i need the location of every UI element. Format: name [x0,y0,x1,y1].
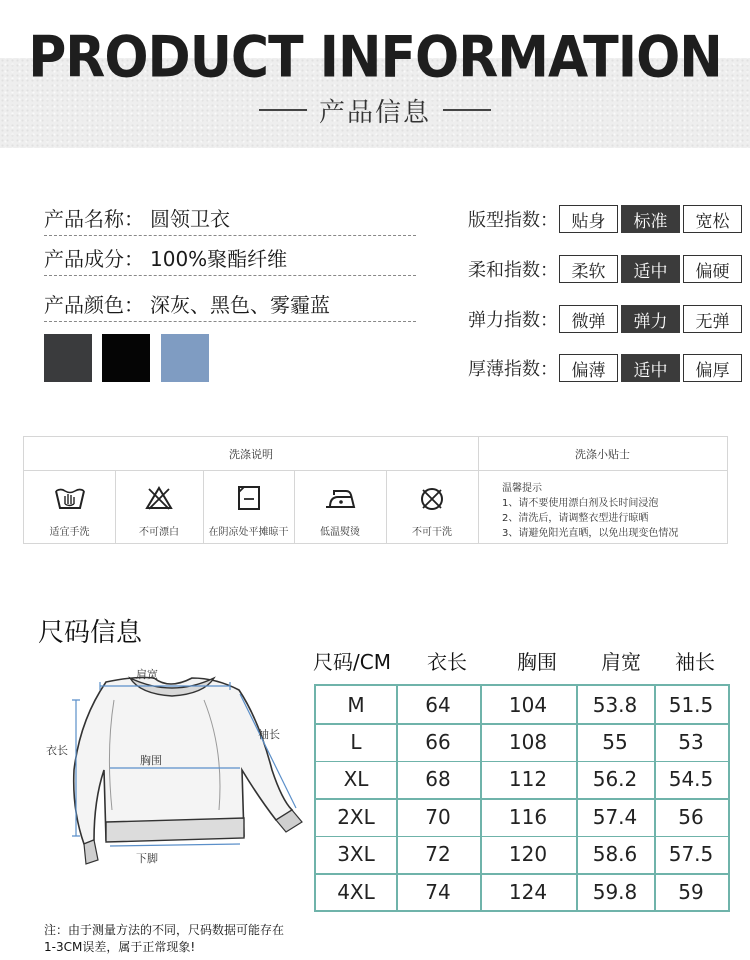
size-table-size-cell: M [347,692,365,717]
wash-item-no-dry-clean [386,471,478,543]
size-table-value-cell: 54.5 [668,767,714,792]
product-name-row [44,200,416,236]
size-table-value-cell: 104 [508,692,548,717]
header [0,0,750,150]
size-table-value-cell: 112 [508,767,548,792]
fit-option-standard: 标准 [621,205,680,233]
wash-item-no-bleach [115,471,203,543]
size-table-value-cell: 57.4 [592,804,638,829]
size-table-value-cell: 51.5 [668,692,714,717]
size-header-shoulder: 肩宽 [601,649,641,674]
size-header-chest: 胸围 [517,649,557,674]
size-table-value-cell: 53.8 [592,692,638,717]
wash-item-low-iron [294,471,386,543]
elasticity-option-stretch: 弹力 [621,305,680,333]
size-table-value-cell: 53 [678,730,704,755]
product-material-row [44,240,416,276]
no-dry-clean-icon [418,485,446,513]
hand-wash-label: 适宜手洗 [49,527,90,538]
product-material-value: 100%聚酯纤维 [150,247,288,271]
size-table-value-cell: 59 [678,879,704,904]
dry-flat-shade-icon [236,485,262,511]
hem-label: 下脚 [136,852,158,865]
size-table-value-cell: 108 [508,730,548,755]
size-table-value-cell: 70 [425,804,451,829]
sweater-body-shape [74,678,292,845]
elasticity-index-row [468,304,742,334]
size-section-title: 尺码信息 [38,618,143,648]
tip-item: 1、请不要使用漂白剂及长时间浸泡 [502,498,659,509]
size-header-length: 衣长 [427,649,467,674]
color-swatch-black[interactable] [102,334,150,382]
size-table-size-cell: 4XL [337,879,375,904]
product-color-row [44,286,416,322]
size-table-value-cell: 120 [508,842,548,867]
page-title: PRODUCT INFORMATION [28,25,722,91]
washing-tips [502,481,678,541]
softness-option-hard: 偏硬 [683,255,742,283]
fit-option-slim: 贴身 [559,205,618,233]
size-header-sleeve: 袖长 [675,649,715,674]
no-bleach-label: 不可漂白 [139,527,179,538]
size-table-column-divider [576,686,578,910]
elasticity-option-slight: 微弹 [559,305,618,333]
size-header-size: 尺码/CM [313,649,391,674]
low-iron-label: 低温熨烫 [320,527,360,538]
size-table-value-cell: 68 [425,767,451,792]
tip-item: 2、清洗后，请调整衣型进行晾晒 [502,513,649,524]
fit-index-row [468,204,742,234]
subtitle-divider-right [443,109,491,111]
thickness-index-label: 厚薄指数： [468,359,558,380]
size-table-size-cell: 2XL [337,804,375,829]
hand-wash-icon [53,485,87,511]
size-table-value-cell: 64 [425,692,451,717]
size-table-value-cell: 56.2 [592,767,638,792]
color-swatch-dark-gray[interactable] [44,334,92,382]
sleeve-label: 袖长 [258,728,280,741]
softness-option-medium: 适中 [621,255,680,283]
size-table-value-cell: 57.5 [668,842,714,867]
size-table-value-cell: 124 [508,879,548,904]
size-table-value-cell: 66 [425,730,451,755]
sweater-left-cuff [84,840,98,864]
no-dry-clean-label: 不可干洗 [412,527,452,538]
sweater-hem-rib [106,818,244,842]
product-name-value: 圆领卫衣 [150,207,230,231]
size-table-size-cell: XL [343,767,369,792]
size-table-value-cell: 58.6 [592,842,638,867]
elasticity-option-none: 无弹 [683,305,742,333]
no-bleach-icon [144,485,174,511]
fit-option-loose: 宽松 [683,205,742,233]
size-table-size-cell: L [350,730,362,755]
product-material-label: 产品成分： [44,247,144,271]
size-table-value-cell: 56 [678,804,704,829]
thickness-option-medium: 适中 [621,354,680,382]
size-note-line-2: 1-3CM误差，属于正常现象! [44,940,196,954]
size-table-value-cell: 59.8 [592,879,638,904]
chest-label: 胸围 [140,754,162,767]
subtitle-row [0,92,750,128]
washing-header: 洗涤说明 [24,437,478,471]
washing-instructions-table [23,436,728,544]
size-table [314,684,730,912]
shoulder-label: 肩宽 [136,668,158,681]
thickness-option-thin: 偏薄 [559,354,618,382]
size-note-line-1: 注：由于测量方法的不同，尺码数据可能存在 [44,923,285,937]
tip-item: 3、请避免阳光直晒，以免出现变色情况 [502,528,679,539]
washing-divider [478,437,479,543]
tips-heading: 温馨提示 [502,483,542,494]
size-table-column-divider [396,686,398,910]
size-table-value-cell: 55 [602,730,628,755]
wash-item-hand-wash [24,471,115,543]
size-table-value-cell: 116 [508,804,548,829]
size-table-size-cell: 3XL [337,842,375,867]
page-subtitle: 产品信息 [318,97,431,128]
softness-index-row [468,254,742,284]
size-table-column-divider [654,686,656,910]
dry-flat-label: 在阴凉处平摊晾干 [208,527,289,538]
softness-option-soft: 柔软 [559,255,618,283]
product-color-value: 深灰、黑色、雾霾蓝 [150,293,330,317]
size-table-column-divider [480,686,482,910]
thickness-index-row [468,353,742,383]
softness-index-label: 柔和指数： [468,260,558,281]
size-table-value-cell: 72 [425,842,451,867]
product-name-label: 产品名称： [44,207,144,231]
elasticity-index-label: 弹力指数： [468,310,558,331]
length-label: 衣长 [46,744,68,757]
wash-item-dry-flat [203,471,294,543]
size-table-value-cell: 74 [425,879,451,904]
product-color-label: 产品颜色： [44,293,144,317]
sweater-measurement-diagram [44,660,304,886]
fit-index-label: 版型指数： [468,210,558,231]
hem-measure-line [110,844,240,846]
washing-tips-header: 洗涤小贴士 [478,437,727,471]
color-swatch-haze-blue[interactable] [161,334,209,382]
thickness-option-thick: 偏厚 [683,354,742,382]
subtitle-divider-left [259,109,307,111]
size-note [44,922,284,956]
low-iron-icon [322,485,358,511]
